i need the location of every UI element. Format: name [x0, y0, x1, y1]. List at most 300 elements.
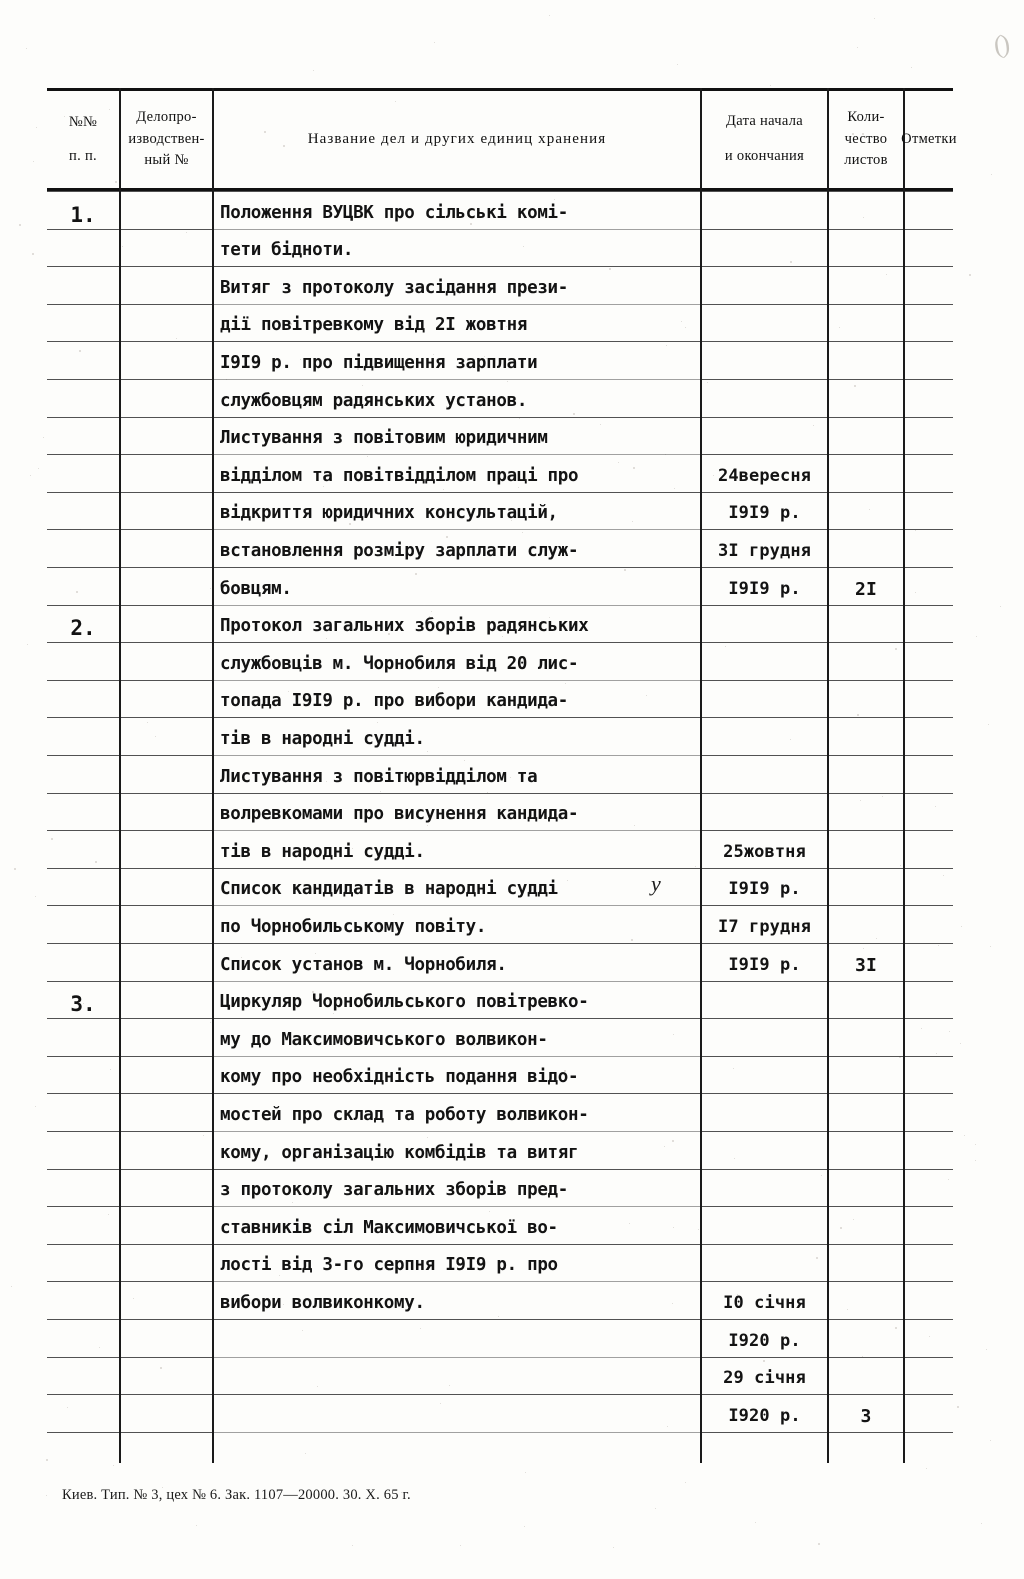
table-cell-text: 25жовтня [723, 841, 806, 862]
table-cell-text: вибори волвиконкому. [220, 1293, 425, 1313]
column-divider-dates [827, 88, 829, 1463]
table-cell-text: 24вересня [717, 465, 811, 486]
ruled-line [905, 1169, 953, 1170]
ruled-line [905, 529, 953, 530]
ruled-line [829, 605, 903, 606]
ruled-line [214, 191, 700, 192]
scan-speck [27, 644, 28, 645]
ruled-line [214, 605, 700, 606]
table-cell-text: I7 грудня [717, 917, 811, 937]
ruled-line [214, 1206, 700, 1207]
ruled-line [47, 567, 119, 568]
ruled-line [702, 229, 827, 230]
ruled-line [214, 905, 700, 906]
ruled-line [702, 1131, 827, 1132]
ruled-line [47, 1056, 119, 1057]
ruled-line [121, 1131, 212, 1132]
ruled-line [121, 1281, 212, 1282]
ruled-line [121, 605, 212, 606]
ruled-line [829, 1056, 903, 1057]
ruled-line [214, 341, 700, 342]
ruled-line [121, 1093, 212, 1094]
scan-speck [196, 1525, 197, 1526]
ruled-line [702, 567, 827, 568]
ruled-line [47, 341, 119, 342]
ruled-line [905, 1319, 953, 1320]
table-cell-text: відкриття юридичних консультацій, [220, 503, 558, 524]
ruled-line [214, 680, 700, 681]
ruled-line [905, 454, 953, 455]
ruled-line [121, 341, 212, 342]
ruled-line [702, 417, 827, 418]
table-header-row [47, 91, 957, 188]
ruled-line [121, 229, 212, 230]
ruled-line [47, 1131, 119, 1132]
ruled-line [121, 905, 212, 906]
table-cell-text: відділом та повітвідділом праці про [220, 465, 579, 486]
table-cell-text: 3 [860, 1405, 872, 1427]
table-cell-text: му до Максимовичського волвикон- [220, 1029, 548, 1050]
ruled-line [121, 191, 212, 192]
ruled-line [214, 229, 700, 230]
ruled-line [702, 266, 827, 267]
ruled-line [214, 529, 700, 530]
ruled-line [905, 379, 953, 380]
table-cell-text: топада I9I9 р. про вибори кандида- [220, 691, 569, 712]
scan-speck [655, 1508, 656, 1509]
ruled-line [121, 492, 212, 493]
ruled-line [702, 379, 827, 380]
scan-speck [677, 64, 678, 65]
table-cell-text: Протокол загальних зборів радянських [220, 616, 589, 637]
ruled-line [47, 755, 119, 756]
ruled-line [905, 605, 953, 606]
ruled-line [829, 717, 903, 718]
table-cell-text: I920 р. [728, 1330, 801, 1351]
table-cell-text: тети бідноти. [220, 240, 354, 261]
table-cell-text: Витяг з протоколу засідання прези- [220, 277, 569, 298]
ruled-line [829, 1018, 903, 1019]
ruled-line [905, 642, 953, 643]
ruled-line [47, 1018, 119, 1019]
ruled-line [905, 1357, 953, 1358]
ruled-line [121, 868, 212, 869]
table-cell-text: службовцям радянських установ. [220, 390, 528, 411]
ruled-line [905, 191, 953, 192]
ruled-line [905, 793, 953, 794]
table-cell-text: волревкомами про висунення кандида- [220, 804, 579, 825]
ruled-line [214, 868, 700, 869]
ruled-line [905, 229, 953, 230]
scan-speck [14, 868, 16, 870]
ruled-line [214, 492, 700, 493]
table-cell-text: 3I грудня [717, 541, 811, 561]
table-cell-text: Листування з повітовим юридичним [220, 428, 548, 449]
table-cell-text: Список установ м. Чорнобиля. [220, 954, 507, 975]
scan-speck [11, 1286, 12, 1287]
table-cell-text: кому про необхідність подання відо- [220, 1067, 579, 1088]
ruled-line [214, 1018, 700, 1019]
ruled-line [905, 830, 953, 831]
ruled-line [214, 567, 700, 568]
scan-speck [46, 1495, 47, 1496]
scan-speck [43, 437, 44, 438]
ruled-line [47, 943, 119, 944]
scan-speck [991, 174, 992, 175]
table-cell-text: I9I9 р. [728, 879, 801, 900]
ruled-line [121, 830, 212, 831]
ruled-line [47, 717, 119, 718]
ruled-line [829, 454, 903, 455]
ruled-line [829, 680, 903, 681]
ruled-line [829, 229, 903, 230]
table-cell-text: 2I [854, 578, 878, 600]
inventory-table [47, 88, 957, 1463]
ruled-line [829, 567, 903, 568]
ruled-line [702, 341, 827, 342]
column-header-title: Название дел и других единиц хранения [307, 131, 607, 148]
ruled-line [905, 492, 953, 493]
ruled-line [905, 1244, 953, 1245]
ruled-line [905, 755, 953, 756]
scan-speck [685, 1482, 686, 1483]
scan-speck [524, 1526, 525, 1527]
scan-speck [957, 1406, 959, 1408]
table-cell-text: 3I [854, 954, 878, 976]
ruled-line [702, 943, 827, 944]
scan-speck [30, 475, 31, 476]
ruled-line [47, 830, 119, 831]
column-divider-title [700, 88, 702, 1463]
scan-speck [33, 161, 34, 162]
ruled-line [121, 793, 212, 794]
ruled-line [702, 454, 827, 455]
scan-speck [36, 127, 37, 128]
ruled-line [905, 1056, 953, 1057]
ruled-line [214, 417, 700, 418]
ruled-line [702, 830, 827, 831]
ruled-line [47, 417, 119, 418]
ruled-line [47, 304, 119, 305]
ruled-line [829, 868, 903, 869]
scan-speck [969, 274, 971, 276]
ruled-line [829, 492, 903, 493]
ruled-line [47, 1357, 119, 1358]
scan-speck [38, 468, 39, 469]
ruled-line [47, 1432, 119, 1433]
ruled-line [47, 905, 119, 906]
ruled-line [121, 529, 212, 530]
ruled-line [905, 905, 953, 906]
ruled-line [214, 1357, 700, 1358]
ruled-line [829, 341, 903, 342]
ruled-line [905, 341, 953, 342]
ruled-line [702, 191, 827, 192]
column-divider-sheets [903, 88, 905, 1463]
scan-speck [990, 1440, 991, 1441]
ruled-line [121, 567, 212, 568]
table-cell-text: I920 р. [728, 1405, 801, 1426]
printer-imprint: Киев. Тип. № 3, цех № 6. Зак. 1107—20000. 30. X. 65 г. [62, 1487, 411, 1503]
scan-speck [874, 18, 875, 19]
column-header-notes: Отметки [901, 130, 957, 147]
ruled-line [702, 1206, 827, 1207]
table-cell-text: I0 січня [723, 1293, 806, 1313]
scan-speck [975, 1160, 976, 1161]
ruled-line [702, 642, 827, 643]
ruled-line [905, 1131, 953, 1132]
scan-speck [988, 724, 989, 725]
ruled-line [47, 379, 119, 380]
table-cell-text: I9I9 р. [728, 503, 801, 524]
scan-speck [986, 1349, 987, 1350]
ruled-line [121, 454, 212, 455]
ruled-line [829, 1244, 903, 1245]
ruled-line [829, 905, 903, 906]
scan-speck [981, 1523, 982, 1524]
ruled-line [829, 191, 903, 192]
ruled-line [829, 529, 903, 530]
ruled-line [47, 529, 119, 530]
ruled-line [214, 755, 700, 756]
ruled-line [829, 266, 903, 267]
ruled-line [702, 304, 827, 305]
ruled-line [47, 229, 119, 230]
ruled-line [702, 1281, 827, 1282]
scan-speck [911, 67, 912, 68]
ruled-line [47, 266, 119, 267]
column-divider-office [212, 88, 214, 1463]
ruled-line [702, 680, 827, 681]
ruled-line [702, 1432, 827, 1433]
ruled-line [702, 981, 827, 982]
ruled-line [829, 943, 903, 944]
table-cell-text: I9I9 р. [728, 954, 801, 975]
scan-speck [1000, 606, 1001, 607]
ruled-line [214, 717, 700, 718]
ruled-line [121, 1394, 212, 1395]
ruled-line [829, 417, 903, 418]
table-cell-text: лості від 3-го серпня I9I9 р. про [220, 1255, 558, 1276]
ruled-line [214, 981, 700, 982]
ruled-line [214, 1394, 700, 1395]
scan-speck [26, 48, 27, 49]
ruled-line [121, 1432, 212, 1433]
scan-speck [976, 636, 977, 637]
ruled-line [905, 266, 953, 267]
table-cell-text: 3. [70, 992, 96, 1017]
ruled-line [121, 680, 212, 681]
ruled-line [47, 605, 119, 606]
ruled-line [702, 755, 827, 756]
ruled-line [214, 1056, 700, 1057]
table-cell-text: мостей про склад та роботу волвикон- [220, 1105, 589, 1125]
ruled-line [121, 1018, 212, 1019]
scan-speck [549, 15, 550, 16]
ruled-line [47, 1244, 119, 1245]
table-cell-text: Листування з повітюрвідділом та [220, 766, 538, 787]
ruled-line [702, 1169, 827, 1170]
ruled-line [214, 1131, 700, 1132]
ruled-line [121, 981, 212, 982]
ruled-line [829, 1432, 903, 1433]
table-cell-text: I9I9 р. [728, 578, 801, 599]
table-cell-text: I9I9 р. про підвищення зарплати [220, 353, 538, 373]
ruled-line [829, 981, 903, 982]
table-cell-text: 1. [70, 202, 96, 227]
ruled-line [214, 943, 700, 944]
ruled-line [905, 304, 953, 305]
scan-speck [352, 1545, 353, 1546]
ruled-line [214, 830, 700, 831]
scan-speck [525, 1472, 526, 1473]
scan-speck [19, 224, 21, 226]
ruled-line [47, 454, 119, 455]
scan-speck [857, 47, 858, 48]
scan-speck [926, 1468, 927, 1469]
column-header-seq: №№ п. п. [68, 113, 98, 164]
scan-speck [975, 1144, 976, 1145]
ruled-line [47, 1319, 119, 1320]
ruled-line [905, 1093, 953, 1094]
ruled-line [121, 379, 212, 380]
ruled-line [829, 755, 903, 756]
scan-speck [32, 253, 34, 255]
ruled-line [214, 379, 700, 380]
table-cell-text: 29 січня [723, 1368, 806, 1389]
scan-speck [313, 70, 314, 71]
ruled-line [47, 191, 119, 192]
table-cell-text: Циркуляр Чорнобильського повітревко- [220, 992, 589, 1013]
scan-speck [818, 1543, 820, 1545]
ruled-line [829, 1206, 903, 1207]
column-header-dates: Дата начала и окончания [724, 113, 805, 164]
ruled-line [214, 1244, 700, 1245]
scan-speck [961, 926, 962, 927]
ruled-line [905, 981, 953, 982]
table-cell-text: Положення ВУЦВК про сільські комі- [220, 202, 569, 223]
ruled-line [702, 605, 827, 606]
ruled-line [829, 1281, 903, 1282]
scan-speck [964, 1135, 965, 1136]
table-cell-text: кому, організацію комбідів та витяг [220, 1142, 579, 1163]
handwritten-correction: у [651, 871, 661, 897]
ruled-line [214, 1169, 700, 1170]
ruled-line [702, 492, 827, 493]
table-cell-text: службовців м. Чорнобиля від 20 лис- [220, 653, 579, 674]
ruled-line [905, 943, 953, 944]
ruled-line [702, 905, 827, 906]
scan-speck [960, 1043, 961, 1044]
ruled-line [121, 1319, 212, 1320]
ruled-line [829, 304, 903, 305]
table-cell-text: тів в народні судді. [220, 841, 425, 862]
ruled-line [702, 1018, 827, 1019]
ruled-line [829, 793, 903, 794]
scan-speck [113, 1465, 114, 1466]
column-header-office-number: Делопро- изводствен- ный № [128, 108, 205, 169]
ruled-line [905, 717, 953, 718]
ruled-line [121, 1206, 212, 1207]
table-cell-text: встановлення розміру зарплати служ- [220, 541, 579, 561]
ruled-line [905, 417, 953, 418]
table-cell-text: бовцям. [220, 578, 292, 599]
column-header-sheet-count: Коли- чество листов [844, 108, 888, 169]
ruled-line [214, 793, 700, 794]
ruled-line [829, 379, 903, 380]
ruled-line [829, 642, 903, 643]
ruled-line [702, 529, 827, 530]
ruled-line [905, 680, 953, 681]
ruled-line [47, 868, 119, 869]
ruled-line [121, 266, 212, 267]
ruled-line [702, 1244, 827, 1245]
ruled-line [829, 830, 903, 831]
ruled-line [829, 1169, 903, 1170]
ruled-line [905, 567, 953, 568]
table-cell-text: ставників сіл Максимовичської во- [220, 1217, 558, 1238]
ruled-line [121, 304, 212, 305]
table-cell-text: 2. [70, 616, 96, 641]
ruled-line [214, 304, 700, 305]
ruled-line [214, 1432, 700, 1433]
ruled-line [121, 1244, 212, 1245]
scan-speck [755, 1522, 756, 1523]
ruled-line [905, 1018, 953, 1019]
corner-handwritten-mark: ( ) [992, 29, 1008, 60]
ruled-line [214, 1319, 700, 1320]
ruled-line [905, 1206, 953, 1207]
ruled-line [829, 1319, 903, 1320]
ruled-line [47, 492, 119, 493]
ruled-line [702, 1056, 827, 1057]
scan-speck [434, 42, 435, 43]
ruled-line [47, 680, 119, 681]
ruled-line [121, 417, 212, 418]
table-cell-text: Список кандидатів в народні судді [220, 879, 558, 900]
ruled-line [121, 1357, 212, 1358]
scan-speck [770, 85, 771, 86]
ruled-line [829, 1394, 903, 1395]
ruled-line [702, 868, 827, 869]
ruled-line [702, 793, 827, 794]
ruled-line [121, 943, 212, 944]
ruled-line [214, 1281, 700, 1282]
table-cell-text: по Чорнобильському повіту. [220, 917, 487, 937]
ruled-line [702, 1093, 827, 1094]
ruled-line [829, 1131, 903, 1132]
ruled-line [121, 1169, 212, 1170]
table-cell-text: дії повітревкому від 2I жовтня [220, 315, 528, 336]
column-divider-seq [119, 88, 121, 1463]
ruled-line [702, 717, 827, 718]
scan-speck [35, 1106, 36, 1107]
ruled-line [47, 1093, 119, 1094]
ruled-line [47, 1394, 119, 1395]
ruled-line [47, 1206, 119, 1207]
ruled-line [47, 1169, 119, 1170]
ruled-line [829, 1093, 903, 1094]
ruled-line [121, 717, 212, 718]
scan-speck [990, 946, 991, 947]
scan-speck [460, 1545, 461, 1546]
ruled-line [214, 642, 700, 643]
ruled-line [905, 1281, 953, 1282]
ruled-line [905, 1432, 953, 1433]
ruled-line [905, 1394, 953, 1395]
ruled-line [47, 642, 119, 643]
scan-speck [613, 1547, 614, 1548]
